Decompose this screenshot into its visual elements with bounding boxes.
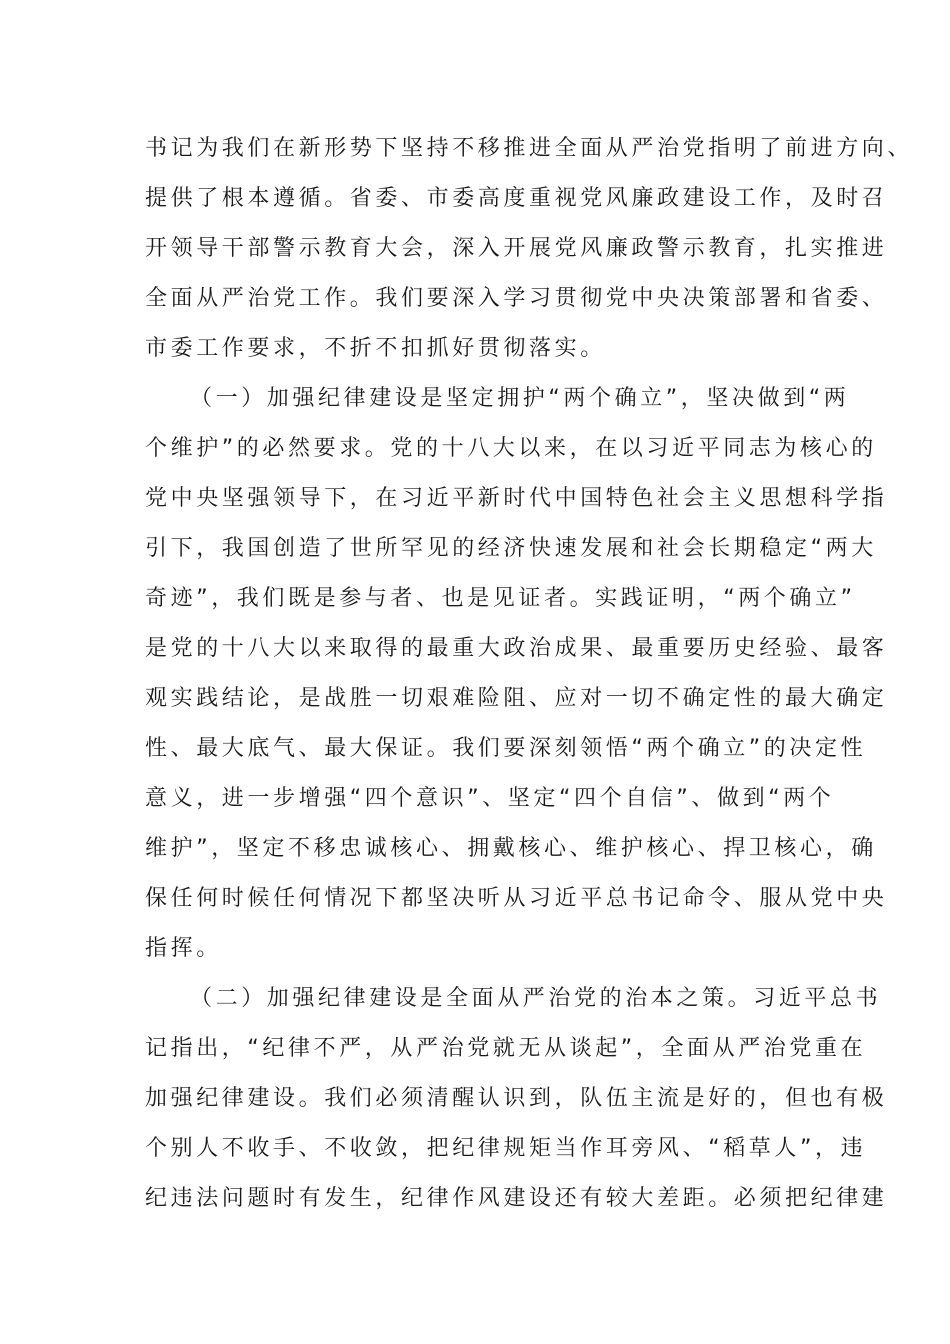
body-text-line: 开领导干部警示教育大会，深入开展党风廉政警示教育，扎实推进	[145, 236, 888, 261]
body-text-line: 市委工作要求，不折不扣抓好贯彻落实。	[145, 336, 606, 361]
body-text-line: 性、最大底气、最大保证。我们要深刻领悟“两个确立”的决定性	[145, 736, 867, 761]
body-text-line: 是党的十八大以来取得的最重大政治成果、最重要历史经验、最客	[145, 636, 888, 661]
body-text-line: 记指出，“纪律不严，从严治党就无从谈起”，全面从严治党重在	[145, 1036, 867, 1061]
body-text-line: 书记为我们在新形势下坚持不移推进全面从严治党指明了前进方向、	[145, 136, 914, 161]
body-text-line: 指挥。	[145, 936, 222, 961]
body-text-line: 加强纪律建设。我们必须清醒认识到，队伍主流是好的，但也有极	[145, 1086, 888, 1111]
body-text-line: 纪违法问题时有发生，纪律作风建设还有较大差距。必须把纪律建	[145, 1186, 888, 1211]
body-text-line: 引下，我国创造了世所罕见的经济快速发展和社会长期稳定“两大	[145, 536, 877, 561]
body-text-line: 个维护”的必然要求。党的十八大以来，在以习近平同志为核心的	[145, 436, 877, 461]
body-text-line: 党中央坚强领导下，在习近平新时代中国特色社会主义思想科学指	[145, 486, 888, 511]
body-text-line: 保任何时候任何情况下都坚决听从习近平总书记命令、服从党中央	[145, 886, 888, 911]
body-text-line: 维护”，坚定不移忠诚核心、拥戴核心、维护核心、捍卫核心，确	[145, 836, 877, 861]
body-text-line: 意义，进一步增强“四个意识”、坚定“四个自信”、做到“两个	[145, 786, 835, 811]
paragraph-heading-1: （一）加强纪律建设是坚定拥护“两个确立”，坚决做到“两	[190, 386, 850, 411]
body-text-line: 奇迹”，我们既是参与者、也是见证者。实践证明，“两个确立”	[145, 586, 856, 611]
paragraph-heading-2: （二）加强纪律建设是全面从严治党的治本之策。习近平总书	[190, 986, 882, 1011]
body-text-line: 个别人不收手、不收敛，把纪律规矩当作耳旁风、“稻草人”，违	[145, 1136, 867, 1161]
body-text-line: 全面从严治党工作。我们要深入学习贯彻党中央决策部署和省委、	[145, 286, 888, 311]
body-text-line: 提供了根本遵循。省委、市委高度重视党风廉政建设工作，及时召	[145, 186, 888, 211]
body-text-line: 观实践结论，是战胜一切艰难险阻、应对一切不确定性的最大确定	[145, 686, 888, 711]
